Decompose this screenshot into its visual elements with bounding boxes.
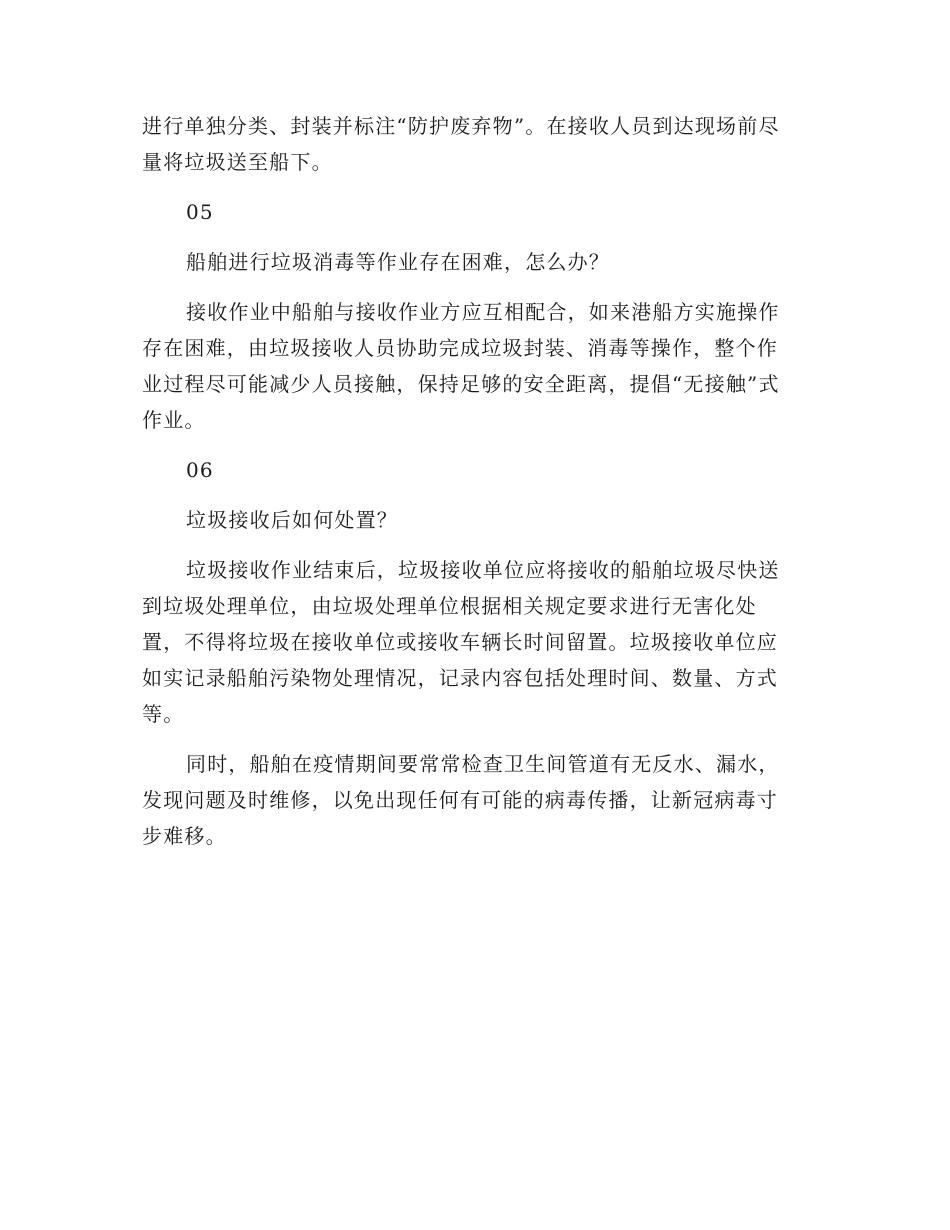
- section-number-05: 05: [186, 200, 214, 224]
- section-question-05: 船舶进行垃圾消毒等作业存在困难，怎么办？: [186, 250, 610, 274]
- section-answer-06: 垃圾接收作业结束后，垃圾接收单位应将接收的船舶垃圾尽快送到垃圾处理单位，由垃圾处理单位根据相关规定要求进行无害化处置，不得将垃圾在接收单位或接收车辆长时间留置。垃圾接收单位应如实记录船舶污染物处理情况，记录内容包括处理时间、数量、方式等。: [142, 558, 780, 726]
- document-body: [142, 108, 794, 854]
- section-question-06: 垃圾接收后如何处置？: [186, 508, 398, 532]
- closing-paragraph: 同时，船舶在疫情期间要常常检查卫生间管道有无反水、漏水，发现问题及时维修，以免出现任何有可能的病毒传播，让新冠病毒寸步难移。: [142, 752, 780, 848]
- paragraph-continuation: 进行单独分类、封装并标注“防护废弃物”。在接收人员到达现场前尽量将垃圾送至船下。: [142, 114, 780, 174]
- section-number-06: 06: [186, 458, 214, 482]
- section-answer-05: 接收作业中船舶与接收作业方应互相配合，如来港船方实施操作存在困难，由垃圾接收人员协助完成垃圾封装、消毒等操作，整个作业过程尽可能减少人员接触，保持足够的安全距离，提倡“无接触”式作业。: [142, 300, 780, 432]
